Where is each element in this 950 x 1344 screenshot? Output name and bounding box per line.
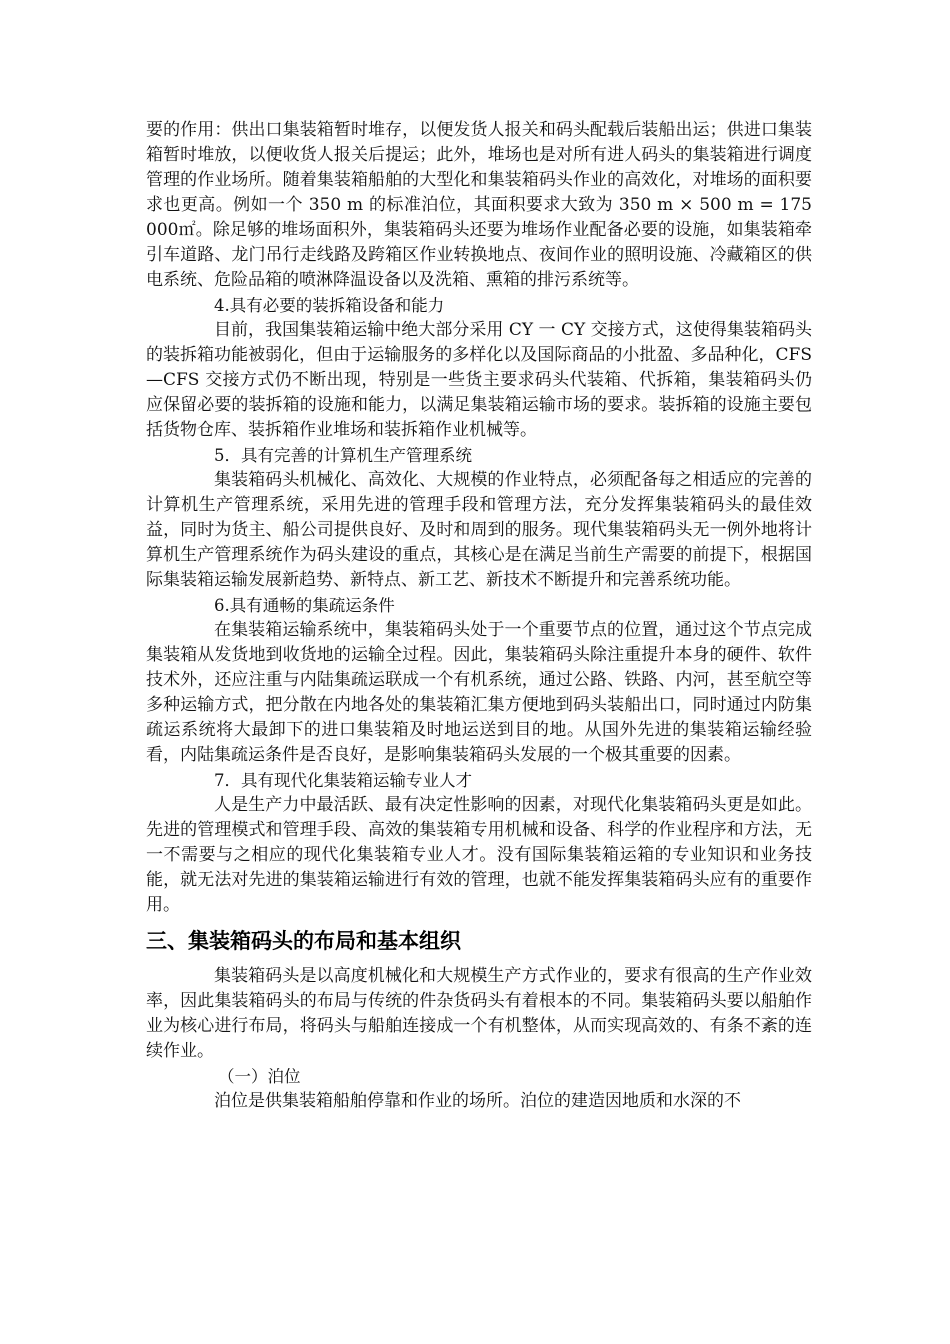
document-page	[146, 118, 812, 1114]
subheading-berth: （一）泊位	[218, 1067, 301, 1086]
body-paragraph: 泊位是供集装箱船舶停靠和作业的场所。泊位的建造因地质和水深的不	[214, 1091, 741, 1111]
body-paragraph: 在集装箱运输系统中，集装箱码头处于一个重要节点的位置，通过这个节点完成集装箱从发货地到收货地的运输全过程。因此，集装箱码头除注重提升本身的硬件、软件技术外，还应注重与内陆集疏运联成一个有机系统，通过公路、铁路、内河，甚至航空等多种运输方式，把分散在内地各处的集装箱汇集方便地到码头装船出口，同时通过内防集疏运系统将大最卸下的进口集装箱及时地运送到目的地。从国外先进的集装箱运输经验看，内陆集疏运条件是否良好，是影响集装箱码头发展的一个极其重要的因素。	[146, 620, 812, 765]
body-paragraph: 集装箱码头是以高度机械化和大规模生产方式作业的，要求有很高的生产作业效率，因此集装箱码头的布局与传统的件杂货码头有着根本的不同。集装箱码头要以船舶作业为核心进行布局，将码头与船舶连接成一个有机整体，从而实现高效的、有条不紊的连续作业。	[146, 966, 812, 1061]
subheading-item-4: 4.具有必要的装拆箱设备和能力	[214, 296, 445, 315]
body-paragraph: 集装箱码头机械化、高效化、大规模的作业特点，必须配备每之相适应的完善的计算机生产管理系统，采用先进的管理手段和管理方法，充分发挥集装箱码头的最佳效益，同时为货主、船公司提供良好、及时和周到的服务。现代集装箱码头无一例外地将计算机生产管理系统作为码头建设的重点，其核心是在满足当前生产需要的前提下，根据国际集装箱运输发展新趋势、新特点、新工艺、新技术不断提升和完善系统功能。	[146, 470, 812, 590]
subheading-item-7: 7．具有现代化集装箱运输专业人才	[214, 771, 472, 790]
body-paragraph: 人是生产力中最活跃、最有决定性影响的因素，对现代化集装箱码头更是如此。先进的管理模式和管理手段、高效的集装箱专用机械和设备、科学的作业程序和方法，无一不需要与之相应的现代化集装箱专业人才。没有国际集装箱运箱的专业知识和业务技能，就无法对先进的集装箱运输进行有效的管理，也就不能发挥集装箱码头应有的重要作用。	[146, 795, 812, 915]
body-paragraph: 要的作用：供出口集装箱暂时堆存，以便发货人报关和码头配载后装船出运；供进口集装箱暂时堆放，以便收货人报关后提运；此外，堆场也是对所有进人码头的集装箱进行调度管理的作业场所。随着集装箱船舶的大型化和集装箱码头作业的高效化，对堆场的面积要求也更高。例如一个 350 m 的标准泊位，其面积要求大致为 350 m × 500 m = 175 000㎡。除足够的堆场面积外，集装箱码头还要为堆场作业配备必要的设施，如集装箱牵引车道路、龙门吊行走线路及跨箱区作业转换地点、夜间作业的照明设施、冷藏箱区的供电系统、危险品箱的喷淋降温设备以及洗箱、熏箱的排污系统等。	[146, 120, 812, 290]
subheading-item-6: 6.具有通畅的集疏运条件	[214, 596, 395, 615]
subheading-item-5: 5．具有完善的计算机生产管理系统	[214, 446, 472, 465]
body-paragraph: 目前，我国集装箱运输中绝大部分采用 CY 一 CY 交接方式，这使得集装箱码头的装拆箱功能被弱化，但由于运输服务的多样化以及国际商品的小批盈、多品种化，CFS—CFS 交接方式仍不断出现，特别是一些货主要求码头代装箱、代拆箱，集装箱码头仍应保留必要的装拆箱的设施和能力，以满足集装箱运输市场的要求。装拆箱的设施主要包括货物仓库、装拆箱作业堆场和装拆箱作业机械等。	[146, 320, 812, 440]
section-heading: 三、集装箱码头的布局和基本组织	[146, 929, 461, 953]
